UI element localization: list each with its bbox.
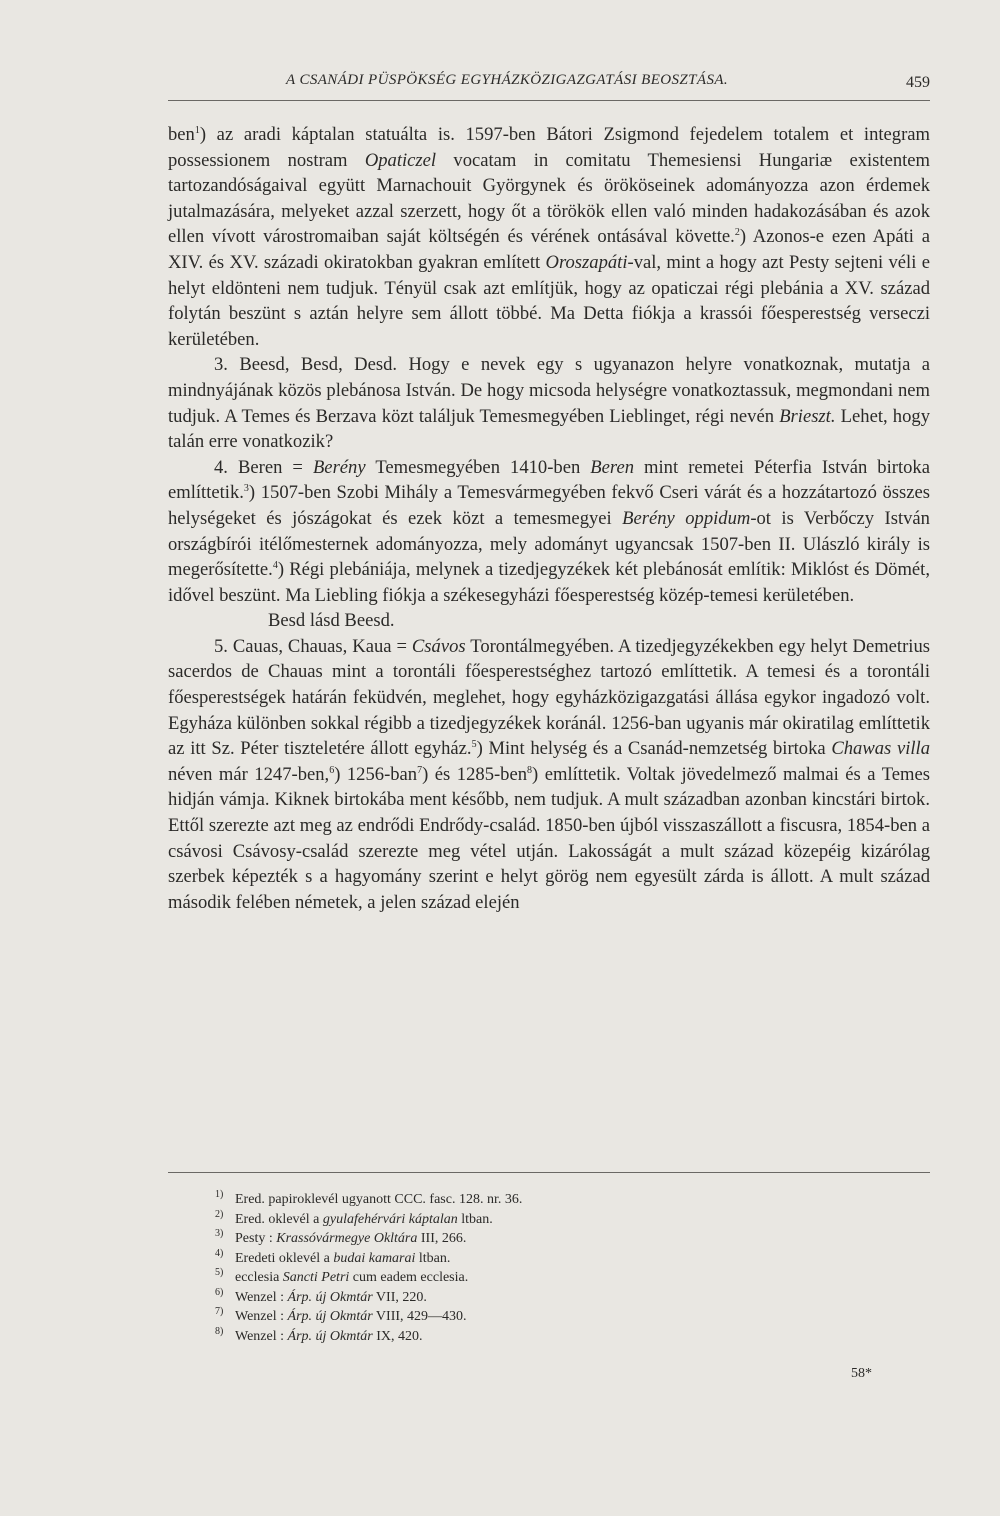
- footnote-italic: gyulafehérvári káptalan: [322, 1211, 458, 1227]
- text-run: -val, mint a hogy azt Pesty sejteni véli e helyt eldönteni nem tudjuk. Tényül csak azt említjük, hogy az opaticzai régi plebánia a XV. század folytán beszünt s aztán helyre sem állott többé. Ma Detta fiókja a krassói főesperestség verseczi kerületében.: [168, 251, 930, 350]
- text-run: ) Mint helység és a Csanád-nemzetség birtoka: [476, 738, 832, 760]
- italic-run: Berény: [312, 456, 366, 478]
- text-run: vocatam in comitatu Themesiensi Hungariæ existentem tartozandóságaival együtt Marnachouit Györgynek és örököseinek adományozza azon érdemek jutalmazására, melyeket azzal szerzett, hogy őt a törökök ellen való minden hadakozásában és azok ellen vívott várostromaiban saját költségén és vérének ontásával követte.: [168, 149, 931, 248]
- footnote: 7) Wenzel : Árp. új Okmtár VIII, 429—430.: [215, 1306, 467, 1324]
- running-title: A CSANÁDI PÜSPÖKSÉG EGYHÁZKÖZIGAZGATÁSI BEOSZTÁSA.: [286, 72, 729, 88]
- text-run: -ot is Verbőczy István országbírói itélőmesternek adományozza, mely adományt ugyancsak 1507-ben II. Ulászló király is megerősítette.: [168, 507, 930, 581]
- footnote-text: Ered. papiroklevél ugyanott CCC. fasc. 128. nr. 36.: [235, 1192, 523, 1207]
- footnote-italic: Sancti Petri: [282, 1270, 350, 1285]
- page-number: 459: [906, 74, 930, 91]
- footnote-italic: Krassóvármegye Okltára: [276, 1231, 418, 1246]
- text-run: ) Régi plebániája, melynek a tizedjegyzékek két plebánosát említik: Miklóst és Dömét, idővel beszünt. Ma Liebling fiókja a székesegyházi főesperestség közép-temesi kerületében.: [168, 559, 930, 606]
- footnote-ref: 7: [417, 764, 423, 776]
- footnote-text: Wenzel :: [235, 1309, 288, 1324]
- footnote-ref: 6: [329, 764, 335, 776]
- footnote-text: Pesty :: [235, 1231, 277, 1246]
- paragraph-beesd: [168, 352, 930, 454]
- italic-run: Csávos: [411, 635, 466, 657]
- text-run: mint remetei Péterfia István birtoka említtetik.: [168, 456, 930, 504]
- footnote-text: cum eadem ecclesia.: [349, 1270, 469, 1285]
- footnote-text: Ered. oklevél a: [235, 1211, 323, 1227]
- running-head: [168, 72, 930, 102]
- footnote-ref: 4: [272, 559, 278, 571]
- footnote-text: ecclesia: [235, 1270, 283, 1285]
- footnote: 4) Eredeti oklevél a budai kamarai ltban.: [215, 1247, 451, 1266]
- text-run: ) 1507-ben Szobi Mihály a Temesvármegyében fekvő Cseri várát és a hozzátartozó összes helységeket és jószágokat és ezek közt a temesmegyei: [168, 482, 930, 529]
- footnote-text: III, 266.: [417, 1231, 467, 1246]
- footnote-ref: 8: [527, 764, 533, 776]
- footnote: 2) Ered. oklevél a gyulafehérvári káptalan ltban.: [215, 1208, 493, 1227]
- footnote: 8) Wenzel : Árp. új Okmtár IX, 420.: [215, 1325, 423, 1344]
- text-run: Torontálmegyében. A tizedjegyzékekben egy helyt Demetrius sacerdos de Chauas mint a torontáli főesperestséghez tartozó említtetik. A temesi és a torontáli főesperestségek határán feküdvén, meglehet, hogy egyházközigazgatási állása egykor ingadozó volt. Egyháza különben sokkal régibb a tizedjegyzékek koránál. 1256-ban ugyanis már okiratilag említtetik az itt Sz. Péter tiszteletére állott egyház.: [168, 635, 930, 760]
- italic-run: Berény oppidum: [622, 507, 751, 529]
- text-run: 4. Beren =: [214, 456, 313, 478]
- text-run: ) az aradi káptalan statuálta is. 1597-ben Bátori Zsigmond fejedelem totalem et integram possessionem nostram: [168, 124, 930, 171]
- paragraph-csavos: [168, 634, 930, 916]
- footnote-text: Eredeti oklevél a: [235, 1250, 334, 1266]
- text-run: ) 1256-ban: [334, 763, 418, 785]
- paragraph-beren: [168, 455, 930, 609]
- footnotes: [215, 1190, 855, 1346]
- footnote-text: Wenzel :: [235, 1289, 288, 1305]
- italic-run: Opaticzel: [364, 149, 437, 171]
- footnote-italic: Árp. új Okmtár: [287, 1328, 373, 1344]
- paragraph-apati: [168, 122, 930, 352]
- footnote-rule: [168, 1172, 930, 1173]
- italic-run: Brieszt.: [779, 405, 836, 427]
- body-text: [168, 122, 930, 915]
- italic-run: Oroszapáti: [545, 251, 628, 273]
- text-run: néven már 1247-ben,: [168, 763, 330, 785]
- footnote-text: ltban.: [415, 1250, 451, 1266]
- footnote-text: IX, 420.: [372, 1328, 423, 1344]
- footnote: 1) Ered. papiroklevél ugyanott CCC. fasc. 128. nr. 36.: [215, 1189, 523, 1207]
- footnote: 6) Wenzel : Árp. új Okmtár VII, 220.: [215, 1286, 427, 1305]
- text-run: ) említtetik. Voltak jövedelmező malmai és a Temes hidján vámja. Kiknek birtokába ment később, nem tudjuk. A mult században azonban kincstári birtok. Ettől szerezte azt meg az endrődi Endrődy-család. 1850-ben újból visszaszállott a fiscusra, 1854-ben a csávosi Csávosy-család szerezte meg vétel utján. Lakosságát a mult század közepéig kizárólag szerbek képezték s a hagyomány szerint e helyt görög nem egyesült zárda is állott. A mult század második felében németek, a jelen század elején: [168, 763, 930, 913]
- text-run: ben: [168, 124, 195, 145]
- footnote-text: Wenzel :: [235, 1328, 288, 1344]
- text-run: 5. Cauas, Chauas, Kaua =: [214, 635, 412, 657]
- text-run: ) Azonos-e ezen Apáti a XIV. és XV. századi okiratokban gyakran említett: [168, 226, 931, 273]
- text-run: Lehet, hogy talán erre vonatkozik?: [168, 405, 930, 453]
- footnote-ref: 2: [734, 227, 740, 239]
- footnote-italic: Árp. új Okmtár: [287, 1309, 373, 1324]
- header-rule: [168, 100, 930, 101]
- footnote-ref: 3: [243, 483, 249, 495]
- italic-run: Beren: [590, 456, 635, 478]
- italic-run: Chawas villa: [831, 738, 931, 760]
- text-run: 3. Beesd, Besd, Desd. Hogy e nevek egy s ugyanazon helyre vonatkoznak, mutatja a mindnyájának közös plebánosa István. De hogy micsoda helységre vonatkoztassuk, megmondani nem tudjuk. A Temes és Berzava közt találjuk Temesmegyében Lieblinget, régi nevén: [168, 354, 930, 427]
- footnote: 3) Pesty : Krassóvármegye Okltára III, 266.: [215, 1228, 467, 1246]
- footnote-ref: 1: [194, 124, 200, 136]
- text-run: Temesmegyében 1410-ben: [365, 456, 591, 478]
- printer-signature-mark: 58*: [851, 1366, 872, 1381]
- footnote-ref: 5: [471, 739, 477, 751]
- cross-reference-besd: Besd lásd Beesd.: [268, 610, 395, 632]
- footnote-italic: Árp. új Okmtár: [287, 1289, 373, 1305]
- footnote-text: VIII, 429—430.: [372, 1309, 467, 1324]
- text-run: ) és 1285-ben: [422, 763, 528, 785]
- footnote-text: ltban.: [457, 1211, 493, 1227]
- footnote-italic: budai kamarai: [333, 1250, 416, 1266]
- footnote-text: VII, 220.: [372, 1289, 427, 1305]
- footnote: 5) ecclesia Sancti Petri cum eadem ecclesia.: [215, 1267, 469, 1285]
